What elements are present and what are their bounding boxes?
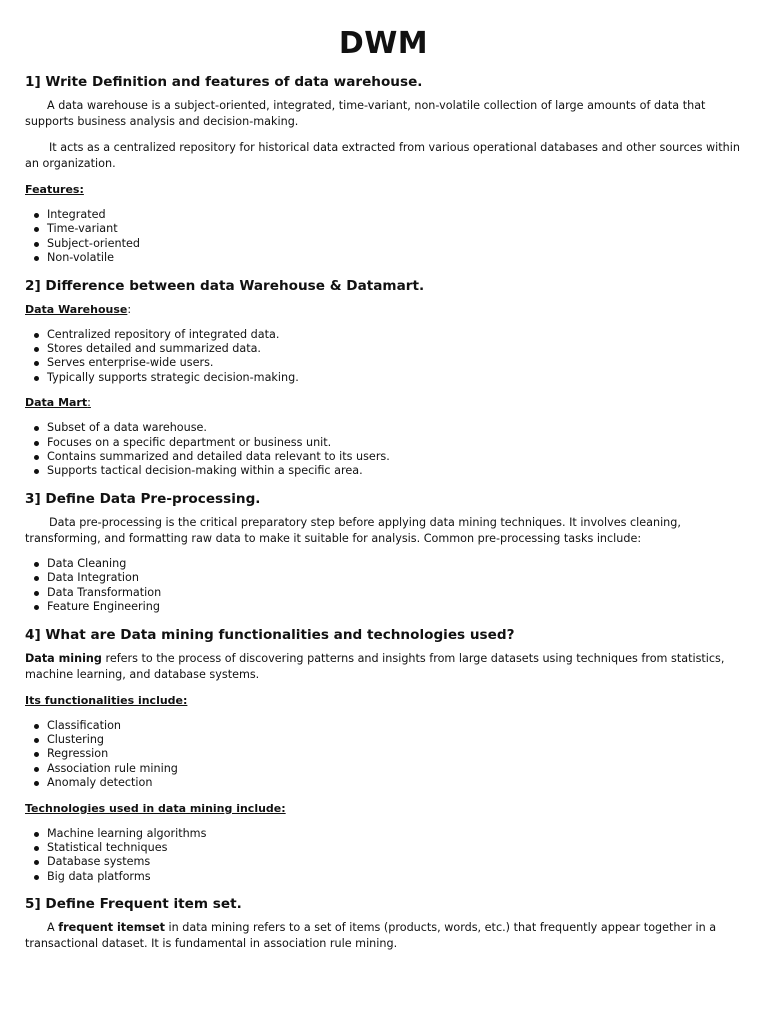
q1-definition-paragraph: A data warehouse is a subject-oriented, integrated, time-variant, non-volatile collection of large amounts of data that supports business analysis and decision-making. xyxy=(25,99,706,128)
list-item: Non-volatile xyxy=(47,251,742,265)
list-item: Statistical techniques xyxy=(47,841,742,855)
data-warehouse-colon: : xyxy=(127,302,132,316)
q4-paragraph xyxy=(25,651,742,683)
features-list xyxy=(25,208,742,266)
data-warehouse-list xyxy=(25,328,742,386)
list-item: Data Transformation xyxy=(47,586,742,600)
preprocessing-list xyxy=(25,557,742,615)
list-item: Serves enterprise-wide users. xyxy=(47,356,742,370)
list-item: Focuses on a specific department or business unit. xyxy=(47,436,742,450)
list-item: Subset of a data warehouse. xyxy=(47,421,742,435)
q1-heading: 1] Write Definition and features of data warehouse. xyxy=(25,74,423,90)
list-item: Machine learning algorithms xyxy=(47,827,742,841)
list-item: Anomaly detection xyxy=(47,776,742,790)
q2-heading: 2] Difference between data Warehouse & Datamart. xyxy=(25,277,425,294)
document-title: DWM xyxy=(338,26,429,61)
data-mining-term: Data mining xyxy=(25,651,102,665)
list-item: Supports tactical decision-making within a specific area. xyxy=(47,464,742,478)
list-item: Data Integration xyxy=(47,571,742,585)
q5-paragraph xyxy=(25,920,742,952)
list-item: Database systems xyxy=(47,855,742,869)
list-item: Integrated xyxy=(47,208,742,222)
data-mart-colon: : xyxy=(87,396,91,410)
list-item: Big data platforms xyxy=(47,870,742,884)
data-mart-list xyxy=(25,421,742,479)
q5-heading: 5] Define Frequent item set. xyxy=(25,896,242,913)
features-label: Features: xyxy=(25,183,84,196)
q1-repository-paragraph: It acts as a centralized repository for historical data extracted from various operational databases and other sources within an organization. xyxy=(25,141,740,170)
list-item: Stores detailed and summarized data. xyxy=(47,342,742,356)
list-item: Typically supports strategic decision-making. xyxy=(47,371,742,385)
data-mart-label: Data Mart xyxy=(25,396,88,410)
list-item: Contains summarized and detailed data relevant to its users. xyxy=(47,450,742,464)
q4-heading: 4] What are Data mining functionalities and technologies used? xyxy=(25,626,515,643)
q5-paragraph-start: A xyxy=(47,921,59,935)
list-item: Time-variant xyxy=(47,222,742,236)
technologies-list xyxy=(25,827,742,885)
frequent-itemset-term: frequent itemset xyxy=(58,921,165,935)
q3-paragraph: Data pre-processing is the critical preparatory step before applying data mining techniques. It involves cleaning, transforming, and formatting raw data to make it suitable for analysis. Common pre-processing tasks include: xyxy=(25,515,681,545)
q3-heading: 3] Define Data Pre-processing. xyxy=(25,490,261,507)
list-item: Regression xyxy=(47,747,742,761)
list-item: Classification xyxy=(47,719,742,733)
data-warehouse-label: Data Warehouse xyxy=(25,302,128,316)
list-item: Subject-oriented xyxy=(47,237,742,251)
functionalities-list xyxy=(25,719,742,791)
list-item: Feature Engineering xyxy=(47,600,742,614)
list-item: Clustering xyxy=(47,733,742,747)
list-item: Association rule mining xyxy=(47,762,742,776)
list-item: Centralized repository of integrated data. xyxy=(47,328,742,342)
list-item: Data Cleaning xyxy=(47,557,742,571)
functionalities-label: Its functionalities include: xyxy=(25,693,188,707)
q4-paragraph-text: refers to the process of discovering patterns and insights from large datasets using techniques from statistics, machine learning, and database systems. xyxy=(25,651,725,681)
q5-paragraph-text: in data mining refers to a set of items (products, words, etc.) that frequently appear together in a transactional dataset. It is fundamental in association rule mining. xyxy=(25,921,717,951)
technologies-label: Technologies used in data mining include: xyxy=(25,801,286,815)
